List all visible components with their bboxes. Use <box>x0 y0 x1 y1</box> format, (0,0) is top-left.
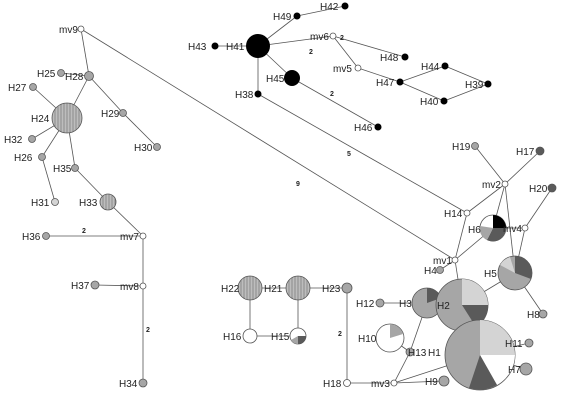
label-h7: H7 <box>508 365 521 376</box>
label-mv2: mv2 <box>482 180 501 191</box>
node-h44 <box>442 63 449 70</box>
node-h30 <box>154 144 161 151</box>
node-h22 <box>238 276 262 300</box>
label-h1: H1 <box>428 348 441 359</box>
label-h24: H24 <box>31 114 50 125</box>
label-h49: H49 <box>273 12 292 23</box>
label-h17: H17 <box>516 147 535 158</box>
label-h46: H46 <box>354 123 373 134</box>
label-h21: H21 <box>264 284 283 295</box>
label-h38: H38 <box>235 90 254 101</box>
node-h10 <box>376 324 404 352</box>
node-h41 <box>246 34 270 58</box>
node-h1 <box>445 320 515 390</box>
node-h20 <box>548 184 556 192</box>
edge-label-h36-mv7: 2 <box>82 228 86 235</box>
label-h10: H10 <box>358 334 377 345</box>
label-h29: H29 <box>101 109 120 120</box>
label-h43: H43 <box>188 42 207 53</box>
label-h19: H19 <box>452 142 471 153</box>
label-h14: H14 <box>444 209 463 220</box>
label-h22: H22 <box>221 284 240 295</box>
edge-h28-h29 <box>89 76 123 113</box>
label-h30: H30 <box>134 143 153 154</box>
edge-label-h23-h18: 2 <box>338 331 342 338</box>
node-h34 <box>139 379 147 387</box>
label-h41: H41 <box>226 42 245 53</box>
node-mv6 <box>330 33 336 39</box>
label-h20: H20 <box>529 184 548 195</box>
node-mv9 <box>78 26 84 32</box>
label-mv4: mv4 <box>503 224 522 235</box>
edge-h45-h46 <box>292 78 378 127</box>
node-h48 <box>402 54 409 61</box>
node-h46 <box>375 124 382 131</box>
edge-label-mv8-h34: 2 <box>146 327 150 334</box>
label-h40: H40 <box>420 97 439 108</box>
label-mv1: mv1 <box>433 256 452 267</box>
label-h34: H34 <box>119 379 138 390</box>
label-h6: H6 <box>468 225 481 236</box>
label-h8: H8 <box>527 310 540 321</box>
label-h31: H31 <box>31 198 50 209</box>
node-mv7 <box>140 233 146 239</box>
label-mv6: mv6 <box>310 32 329 43</box>
node-h42 <box>342 3 349 10</box>
node-mv4 <box>522 225 528 231</box>
node-mv1 <box>452 257 458 263</box>
edge-h19-mv2 <box>475 146 505 184</box>
node-h36 <box>43 233 50 240</box>
label-h25: H25 <box>37 69 56 80</box>
label-mv9: mv9 <box>59 25 78 36</box>
node-h15 <box>290 328 306 344</box>
node-h27 <box>30 84 37 91</box>
node-h24 <box>52 103 82 133</box>
node-h11 <box>525 339 533 347</box>
edge-h14-mv1 <box>455 213 467 260</box>
node-h49 <box>294 13 301 20</box>
label-mv7: mv7 <box>120 232 139 243</box>
label-h12: H12 <box>356 299 375 310</box>
label-h35: H35 <box>53 164 72 175</box>
label-h47: H47 <box>376 78 395 89</box>
node-h18 <box>344 380 351 387</box>
edge-label-mv6-mv5: 2 <box>309 49 313 56</box>
node-h8 <box>539 310 547 318</box>
label-h26: H26 <box>14 153 33 164</box>
label-h18: H18 <box>323 379 342 390</box>
label-h5: H5 <box>484 269 497 280</box>
edge-label-mv9-mv1: 9 <box>296 181 300 188</box>
node-h40 <box>441 98 448 105</box>
edge-label-mv6-h48: 2 <box>340 35 344 42</box>
node-h26 <box>39 154 46 161</box>
node-h37 <box>91 281 99 289</box>
edge-label-h45-h46: 2 <box>330 91 334 98</box>
node-h21 <box>286 276 310 300</box>
node-h12 <box>376 299 384 307</box>
label-h48: H48 <box>380 53 399 64</box>
node-h39 <box>485 81 492 88</box>
edge-mv9-h28 <box>81 29 89 76</box>
label-h36: H36 <box>22 232 41 243</box>
node-h43 <box>212 43 219 50</box>
node-h33 <box>100 194 116 210</box>
node-h5 <box>498 256 532 290</box>
node-h23 <box>342 283 352 293</box>
edge-h38-h14 <box>258 94 467 213</box>
node-mv5 <box>355 65 361 71</box>
node-h45 <box>284 70 300 86</box>
label-h13: H13 <box>408 348 427 359</box>
edge-h29-h30 <box>123 113 157 147</box>
label-h45: H45 <box>266 74 285 85</box>
label-h27: H27 <box>8 83 27 94</box>
node-h25 <box>58 70 65 77</box>
node-h9 <box>439 376 449 386</box>
label-h11: H11 <box>505 339 523 350</box>
node-h32 <box>29 136 36 143</box>
node-h47 <box>397 79 404 86</box>
label-h44: H44 <box>421 62 440 73</box>
label-h32: H32 <box>4 135 23 146</box>
label-h3: H3 <box>399 299 412 310</box>
label-h2: H2 <box>437 301 450 312</box>
node-mv8 <box>140 283 146 289</box>
label-h39: H39 <box>465 80 484 91</box>
node-h19 <box>472 143 479 150</box>
label-h42: H42 <box>320 2 339 13</box>
label-h16: H16 <box>223 332 242 343</box>
label-h33: H33 <box>79 198 98 209</box>
edge-label-h38-h14: 5 <box>347 151 351 158</box>
label-h37: H37 <box>71 281 90 292</box>
node-h16 <box>243 329 257 343</box>
label-mv3: mv3 <box>371 379 390 390</box>
node-mv3 <box>391 380 397 386</box>
label-h9: H9 <box>425 377 438 388</box>
node-h38 <box>255 91 262 98</box>
node-h31 <box>52 199 59 206</box>
node-mv2 <box>502 181 508 187</box>
label-h23: H23 <box>322 284 341 295</box>
node-h4 <box>437 267 444 274</box>
node-h14 <box>464 210 470 216</box>
label-mv5: mv5 <box>333 64 352 75</box>
label-h15: H15 <box>271 332 290 343</box>
label-mv8: mv8 <box>120 282 139 293</box>
label-h28: H28 <box>65 72 84 83</box>
node-h7 <box>520 363 532 375</box>
node-h17 <box>536 147 544 155</box>
node-h28 <box>85 72 94 81</box>
node-h35 <box>72 165 79 172</box>
node-h29 <box>120 110 127 117</box>
label-h4: H4 <box>424 266 437 277</box>
network-nodes <box>29 3 557 391</box>
